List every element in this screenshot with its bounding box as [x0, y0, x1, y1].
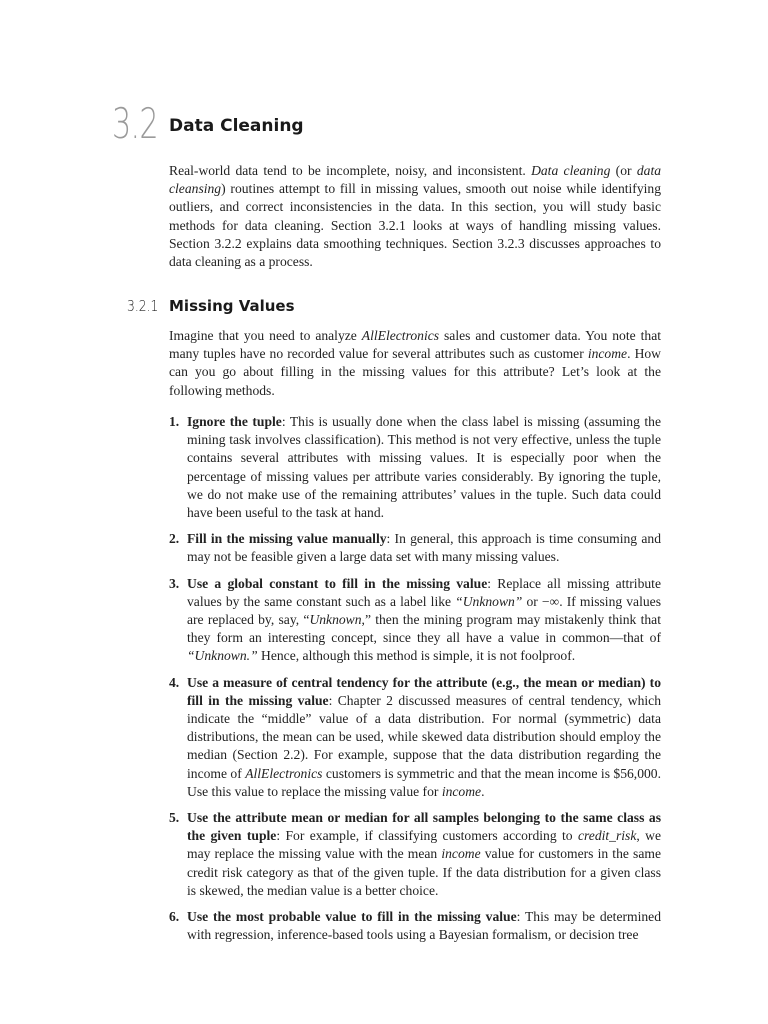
method-body: [187, 693, 661, 799]
text-run: . How can you go about filling in the missing values for this attribute? Let’s look at the following methods.: [169, 346, 661, 398]
method-number: 1.: [169, 414, 180, 429]
section-number: 3.2: [112, 99, 158, 148]
method-number: 3.: [169, 575, 180, 591]
text-run: customers is symmetric and that the mean income is $56,000. Use this value to replace the missing value for: [187, 765, 661, 799]
italic-text: “Unknown”: [455, 593, 523, 609]
text-run: : For example, if classifying customers according to: [276, 828, 578, 844]
subsection-number: 3.2.1: [127, 297, 159, 315]
italic-text: “Unknown.”: [187, 648, 258, 664]
method-item: [169, 530, 661, 566]
section-title: Data Cleaning: [169, 116, 304, 136]
methods-list: [169, 413, 661, 952]
italic-text: income: [587, 346, 628, 362]
method-heading: Fill in the missing value manually: [187, 531, 387, 547]
method-item: [169, 674, 661, 801]
method-heading: Use a global constant to fill in the missing value: [187, 575, 488, 591]
method-item: [169, 413, 661, 522]
italic-text: AllElectronics: [361, 328, 440, 343]
method-number: 6.: [169, 909, 180, 925]
method-item: [169, 908, 661, 944]
method-heading: Use the most probable value to fill in the missing value: [187, 909, 517, 925]
subsection-paragraph: [169, 327, 661, 400]
text-run: ,” then the mining program may mistakenly think that they form an interesting concept, since they all have a value in common—that of: [187, 612, 661, 646]
method-heading: Use the attribute mean or median for all samples belonging to the same class as the given tuple: [187, 810, 661, 844]
text-run: (or: [610, 163, 637, 178]
section-intro-paragraph: [169, 162, 661, 271]
method-number: 5.: [169, 810, 180, 826]
text-run: : This may be determined with regression, inference-based tools using a Bayesian formalism, or decision tree: [187, 909, 661, 943]
text-run: : Chapter 2 discussed measures of central tendency, which indicate the “middle” value of a data distribution. For normal (symmetric) data distributions, the mean can be used, while skewed data distribution should employ the median (Section 2.2). For example, suppose that the data distribution regarding the income of: [187, 692, 661, 781]
text-run: : Replace all missing attribute values by the same constant such as a label like: [187, 575, 661, 609]
text-run: .: [481, 783, 485, 799]
text-run: sales and customer data. You note that many tuples have no recorded value for several attributes such as customer: [169, 328, 661, 362]
text-run: value for customers in the same credit risk category as that of the given tuple. If the data distribution for a given class is skewed, the median value is a better choice.: [187, 846, 661, 898]
text-run: Hence, although this method is simple, it is not foolproof.: [257, 648, 576, 664]
text-run: , we may replace the missing value with the mean: [187, 828, 661, 862]
italic-text: credit_risk: [577, 828, 637, 844]
text-run: : In general, this approach is time consuming and may not be feasible given a large data set with many missing values.: [187, 531, 661, 565]
method-item: [169, 575, 661, 666]
text-run: : This is usually done when the class label is missing (assuming the mining task involves classification). This method is not very effective, unless the tuple contains several attributes with missing values. It is especially poor when the percentage of missing values per attribute varies considerably. By ignoring the tuple, we do not make use of the remaining attributes’ values in the tuple. Such data could have been useful to the task at hand.: [187, 414, 661, 521]
method-heading: Use a measure of central tendency for the attribute (e.g., the mean or median) to fill in the missing value: [187, 674, 661, 708]
text-run: Imagine that you need to analyze: [169, 328, 362, 343]
method-body: [187, 414, 661, 520]
text-run: or −∞. If missing values are replaced by, say, “: [187, 593, 661, 628]
subsection-title: Missing Values: [169, 297, 295, 315]
italic-text: AllElectronics: [245, 765, 323, 781]
method-item: [169, 809, 661, 900]
text-run: Real-world data tend to be incomplete, noisy, and inconsistent.: [169, 163, 532, 178]
italic-text: Data cleaning: [531, 163, 611, 178]
italic-text: Unknown: [309, 612, 362, 628]
method-number: 2.: [169, 531, 180, 547]
italic-text: income: [441, 783, 482, 799]
method-heading: Ignore the tuple: [187, 414, 282, 429]
text-run: ) routines attempt to fill in missing values, smooth out noise while identifying outliers, and correct inconsistencies in the data. In this section, you will study basic methods for data cleaning. Section 3.2.1 looks at ways of handling missing values. Section 3.2.2 explains data smoothing techniques. Section 3.2.3 discusses approaches to data cleaning as a process.: [169, 181, 661, 270]
italic-text: income: [441, 846, 481, 862]
method-number: 4.: [169, 674, 180, 690]
italic-text: data cleansing: [169, 163, 662, 197]
